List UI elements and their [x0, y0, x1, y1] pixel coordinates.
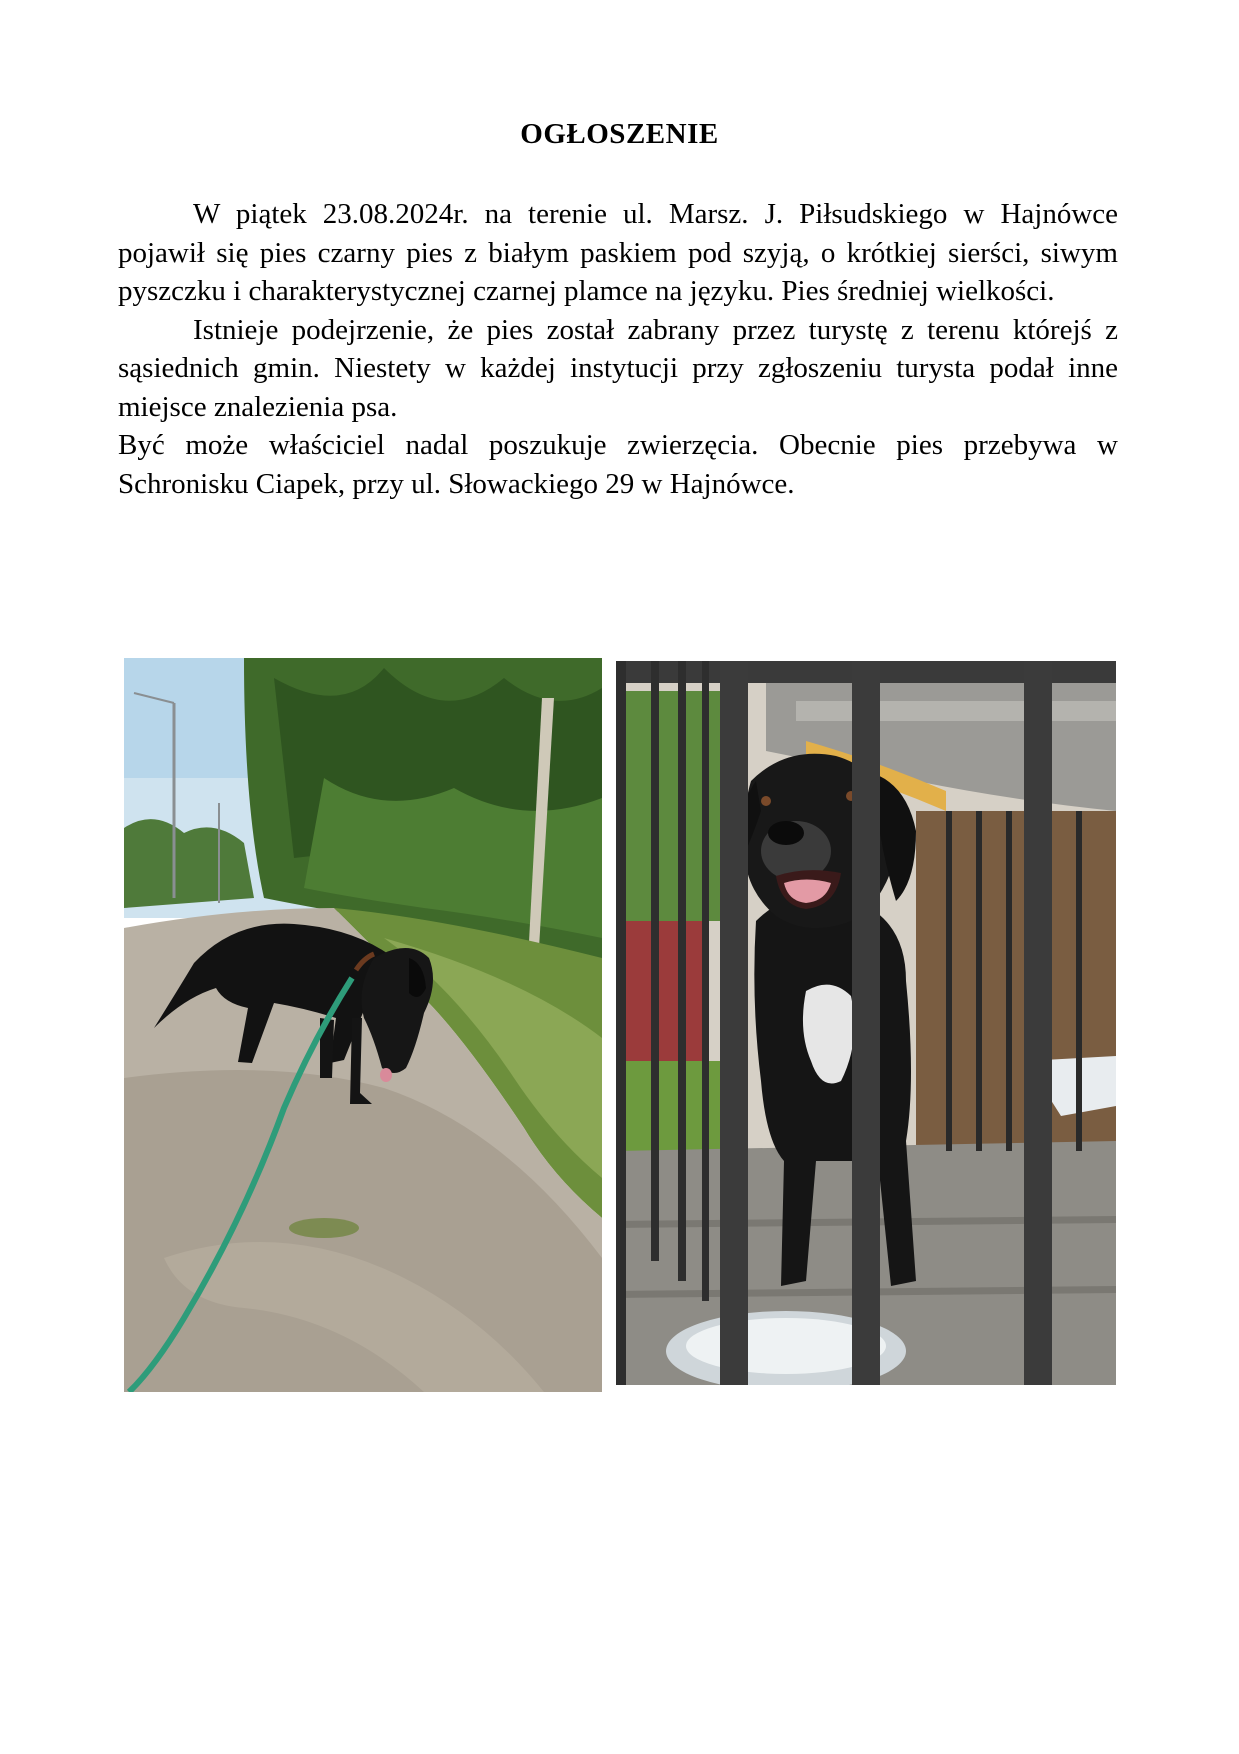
dog-in-kennel-photo: [616, 661, 1116, 1385]
notice-title: OGŁOSZENIE: [520, 118, 719, 150]
notice-paragraph-2: Istnieje podejrzenie, że pies został zabrany przez turystę z terenu którejś z sąsiednich gmin. Niestety w każdej instytucji przy zgłoszeniu turysta podał inne miejsce znalezienia psa.: [118, 313, 1118, 423]
dog-on-road-illustration: [124, 658, 602, 1392]
dog-on-road-photo: [124, 658, 602, 1392]
notice-body: [118, 195, 1118, 503]
notice-paragraph-3: Być może właściciel nadal poszukuje zwierzęcia. Obecnie pies przebywa w Schronisku Ciapek, przy ul. Słowackiego 29 w Hajnówce.: [118, 429, 1118, 500]
notice-paragraph-1: W piątek 23.08.2024r. na terenie ul. Marsz. J. Piłsudskiego w Hajnówce pojawił się pies czarny pies z białym paskiem pod szyją, o krótkiej sierści, siwym pyszczku i charakterystycznej czarnej plamce na języku. Pies średniej wielkości.: [118, 198, 1118, 307]
dog-in-kennel-illustration: [616, 661, 1116, 1385]
